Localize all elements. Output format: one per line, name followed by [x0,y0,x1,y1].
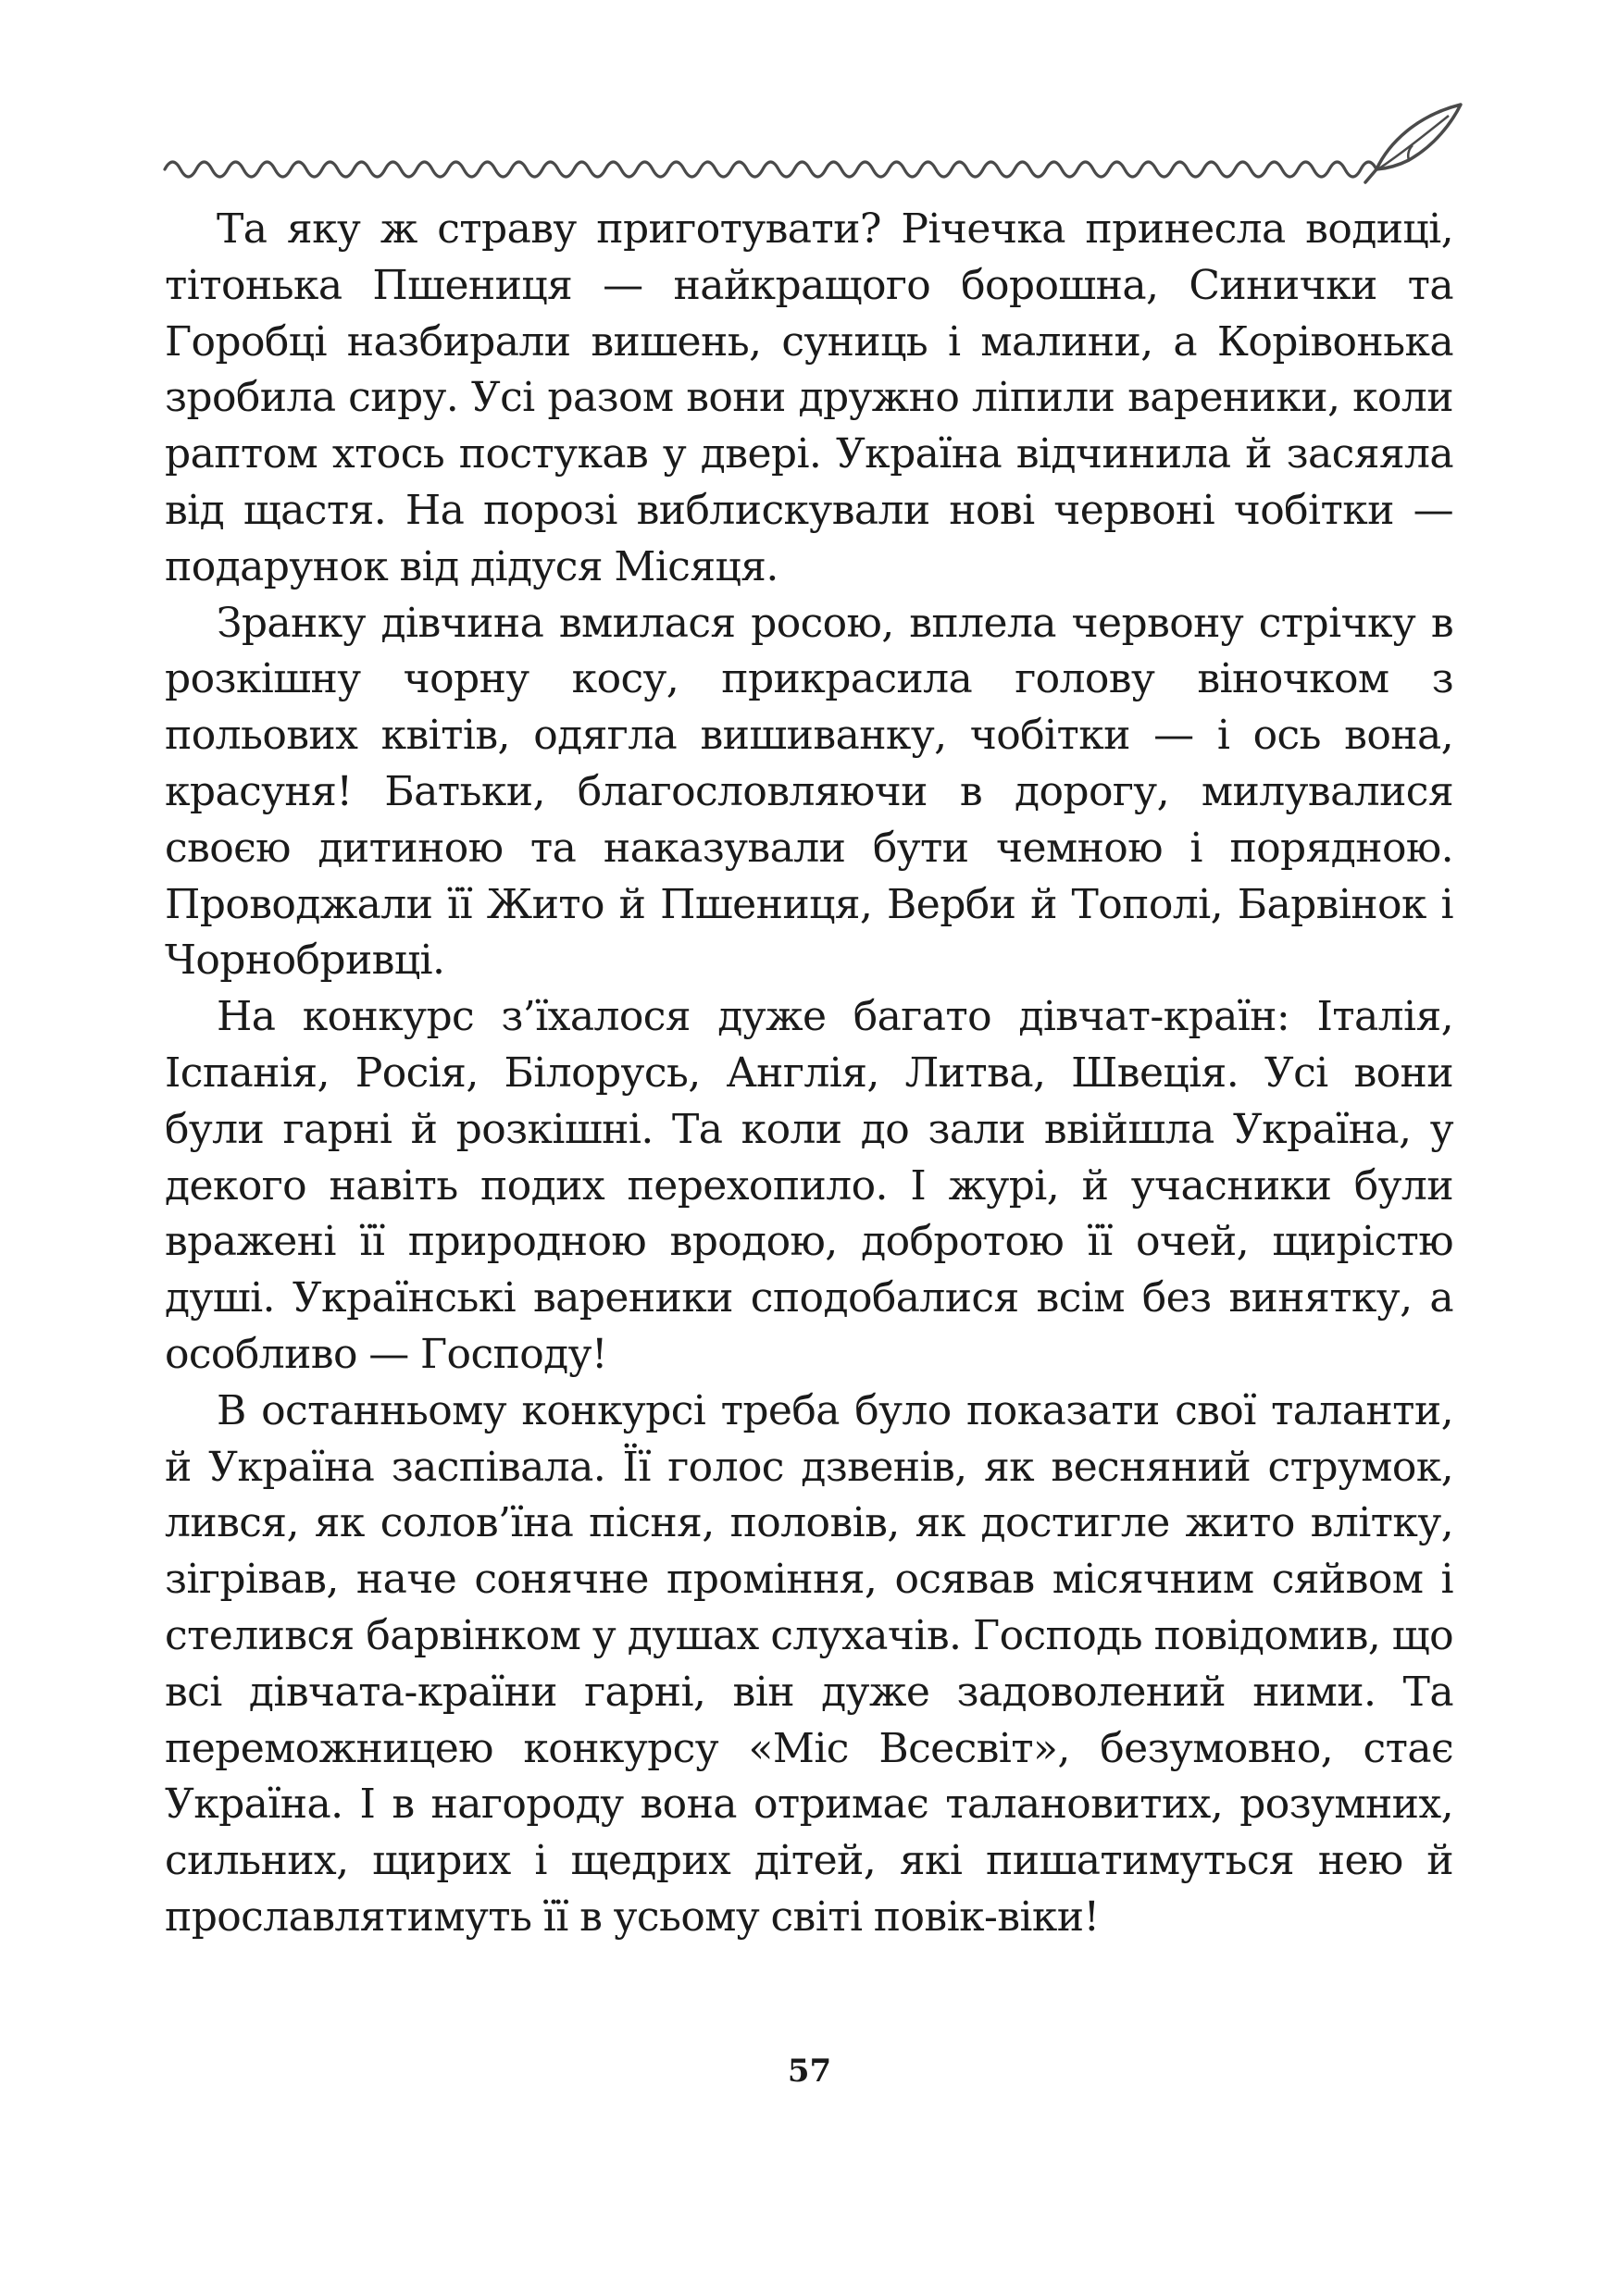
feather-quill-icon [1365,105,1461,182]
wavy-divider [165,162,1376,177]
story-text [165,202,1453,1946]
paragraph-3: На конкурс з’їхалося дуже багато дівчат-країн: Італія, Іспанія, Росія, Білорусь, Англія, Литва, Швеція. Усі вони були гарні й розкішні. Та коли до зали ввійшла Україна, у декого навіть подих перехопило. І журі, й учасники були вражені її природною вродою, добротою її очей, щирістю душі. Українські вареники сподобалися всім без винятку, а особливо — Господу! [165,993,1453,1378]
paragraph-2: Зранку дівчина вмилася росою, вплела червону стрічку в розкішну чорну косу, прикрасила голову віночком з польових квітів, одягла вишиванку, чобітки — і ось вона, красуня! Батьки, благословляючи в дорогу, милувалися своєю дитиною та наказували бути чемною і порядною. Проводжали її Жито й Пшениця, Верби й Тополі, Барвінок і Чорнобривці. [165,599,1453,985]
paragraph-1: Та яку ж страву приготувати? Річечка принесла водиці, тітонька Пшениця — найкращого борошна, Синички та Горобці назбирали вишень, суниць і малини, а Корівонька зробила сиру. Усі разом вони дружно ліпили вареники, коли раптом хтось постукав у двері. Україна відчинила й засяяла від щастя. На порозі виблискували нові червоні чобітки — подарунок від дідуся Місяця. [165,205,1453,590]
page-number: 57 [787,2053,832,2090]
paragraph-4: В останньому конкурсі треба було показати свої таланти, й Україна заспівала. Її голос дзвенів, як весняний струмок, лився, як солов’їна пісня, половів, як достигле жито влітку, зігрівав, наче сонячне проміння, осявав місячним сяйвом і стелився барвінком у душах слухачів. Господь повідомив, що всі дівчата-країни гарні, він дуже задоволений ними. Та переможницею конкурсу «Міс Всесвіт», безумовно, стає Україна. І в нагороду вона отримає талановитих, розумних, сильних, щирих і щедрих дітей, які пишатимуться нею й прославлятимуть її в усьому світі повік-віки! [165,1386,1453,1941]
header-ornament [157,97,1472,185]
